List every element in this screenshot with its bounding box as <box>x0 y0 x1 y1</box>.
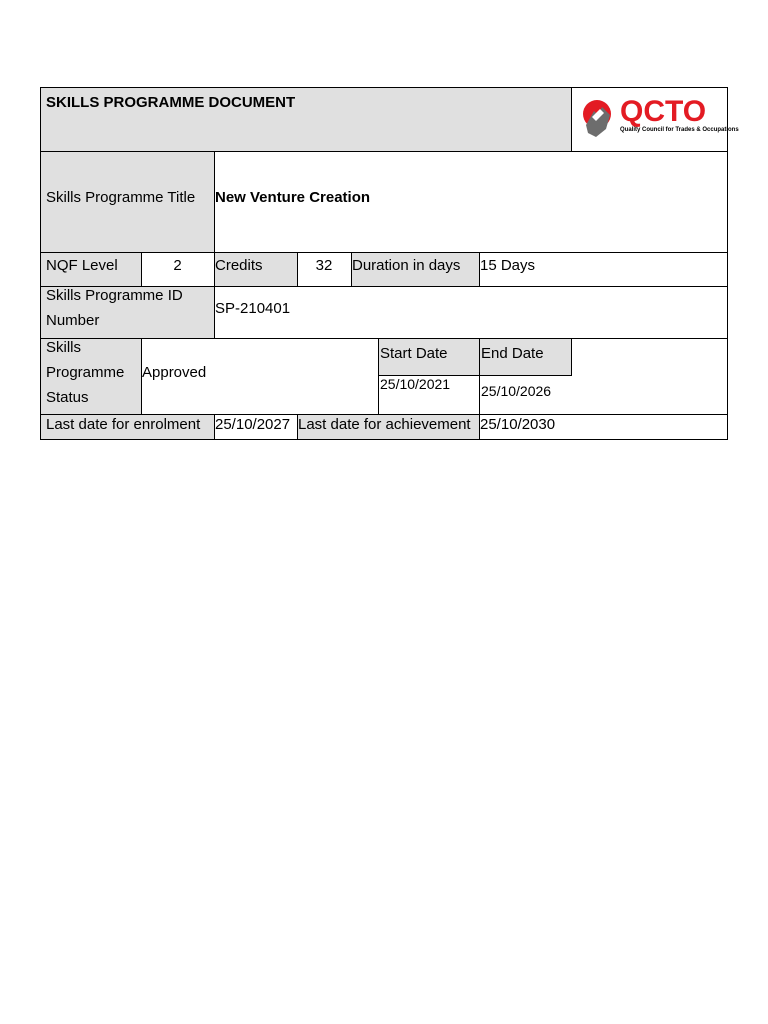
credits-label: Credits <box>215 257 263 274</box>
end-date-value: 25/10/2026 <box>481 383 552 399</box>
enrolment-value: 25/10/2027 <box>215 416 291 433</box>
nqf-value: 2 <box>173 257 182 274</box>
status-label-line3: Status <box>46 389 89 406</box>
title-label: Skills Programme Title <box>46 189 196 206</box>
achievement-label: Last date for achievement <box>298 416 471 433</box>
duration-label: Duration in days <box>352 257 461 274</box>
logo-subtitle: Quality Council for Trades & Occupations <box>620 127 739 133</box>
status-value: Approved <box>142 364 207 381</box>
end-date-label: End Date <box>481 345 544 362</box>
credits-value: 32 <box>315 257 333 274</box>
qcto-logo <box>580 95 739 143</box>
programme-id-value: SP-210401 <box>215 300 291 317</box>
nqf-label: NQF Level <box>46 257 118 274</box>
page-title: SKILLS PROGRAMME DOCUMENT <box>46 94 296 111</box>
divider <box>40 151 728 152</box>
id-label-line1: Skills Programme ID <box>46 287 183 304</box>
divider <box>571 87 572 152</box>
divider <box>571 338 572 376</box>
status-label-line2: Programme <box>46 364 125 381</box>
status-label-line1: Skills <box>46 339 82 356</box>
duration-value: 15 Days <box>480 257 536 274</box>
id-label-line2: Number <box>46 312 100 329</box>
programme-title-value: New Venture Creation <box>215 189 371 206</box>
enrolment-label: Last date for enrolment <box>46 416 201 433</box>
start-date-label: Start Date <box>380 345 448 362</box>
start-date-value: 25/10/2021 <box>380 376 451 392</box>
divider <box>40 338 728 339</box>
logo-text: QCTO <box>620 95 707 128</box>
achievement-value: 25/10/2030 <box>480 416 556 433</box>
